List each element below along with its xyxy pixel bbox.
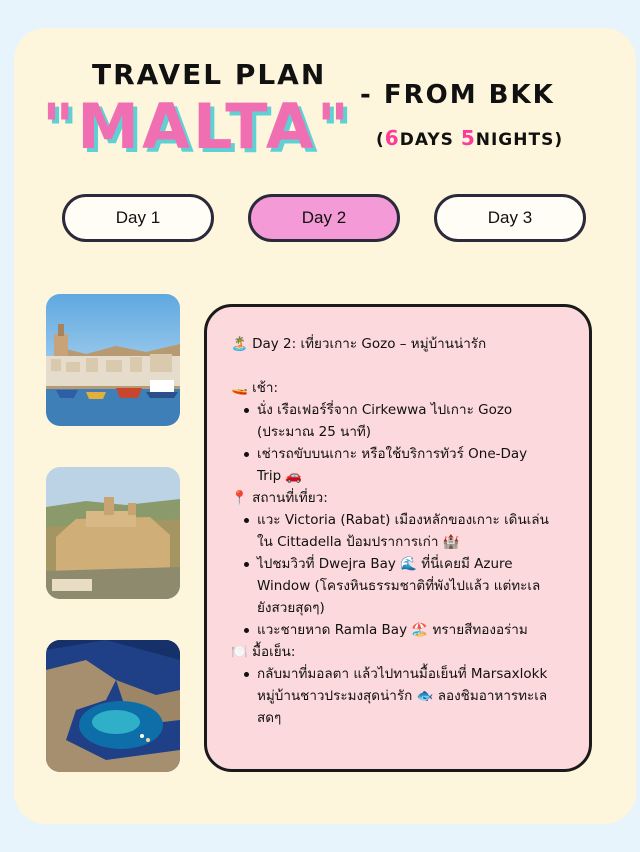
- places-label: 📍 สถานที่เที่ยว:: [231, 490, 328, 506]
- list-item: เช่ารถขับบนเกาะ หรือใช้บริการทัวร์ One-Day Trip 🚗: [231, 443, 569, 487]
- tab-day-1[interactable]: Day 1: [62, 194, 214, 242]
- itinerary-panel: [204, 304, 592, 772]
- itinerary-heading: 🏝️ Day 2: เที่ยวเกาะ Gozo – หมู่บ้านน่ารัก: [231, 336, 487, 352]
- list-item: นั่ง เรือเฟอร์รี่จาก Cirkewwa ไปเกาะ Gozo (ประมาณ 25 นาที): [231, 399, 569, 443]
- morning-label: 🚤 เช้า:: [231, 380, 279, 396]
- duration-label: (6DAYS 5NIGHTS): [376, 126, 564, 150]
- gozo-harbour-photo: [46, 294, 180, 426]
- tab-day-3[interactable]: Day 3: [434, 194, 586, 242]
- title-travel-plan: TRAVEL PLAN: [92, 58, 327, 91]
- azure-window-blue-hole-photo: [46, 640, 180, 772]
- list-item: แวะ Victoria (Rabat) เมืองหลักของเกาะ เดินเล่น ใน Cittadella ป้อมปราการเก่า 🏰: [231, 509, 569, 553]
- places-list: [231, 509, 569, 641]
- dinner-list: [231, 663, 569, 729]
- morning-list: [231, 399, 569, 487]
- from-bkk-label: - FROM BKK: [360, 80, 555, 110]
- cittadella-photo: [46, 467, 180, 599]
- list-item: กลับมาที่มอลตา แล้วไปทานมื้อเย็นที่ Marsaxlokk หมู่บ้านชาวประมงสุดน่ารัก 🐟 ลองชิมอาหารทะเล สดๆ: [231, 663, 569, 729]
- title-malta: "MALTA": [42, 90, 352, 163]
- tab-day-2[interactable]: Day 2: [248, 194, 400, 242]
- list-item: ไปชมวิวที่ Dwejra Bay 🌊 ที่นี่เคยมี Azure Window (โครงหินธรรมชาติที่พังไปแล้ว แต่ทะเล ยังสวยสุดๆ): [231, 553, 569, 619]
- dinner-label: 🍽️ มื้อเย็น:: [231, 644, 296, 660]
- list-item: แวะชายหาด Ramla Bay 🏖️ ทรายสีทองอร่าม: [231, 619, 569, 641]
